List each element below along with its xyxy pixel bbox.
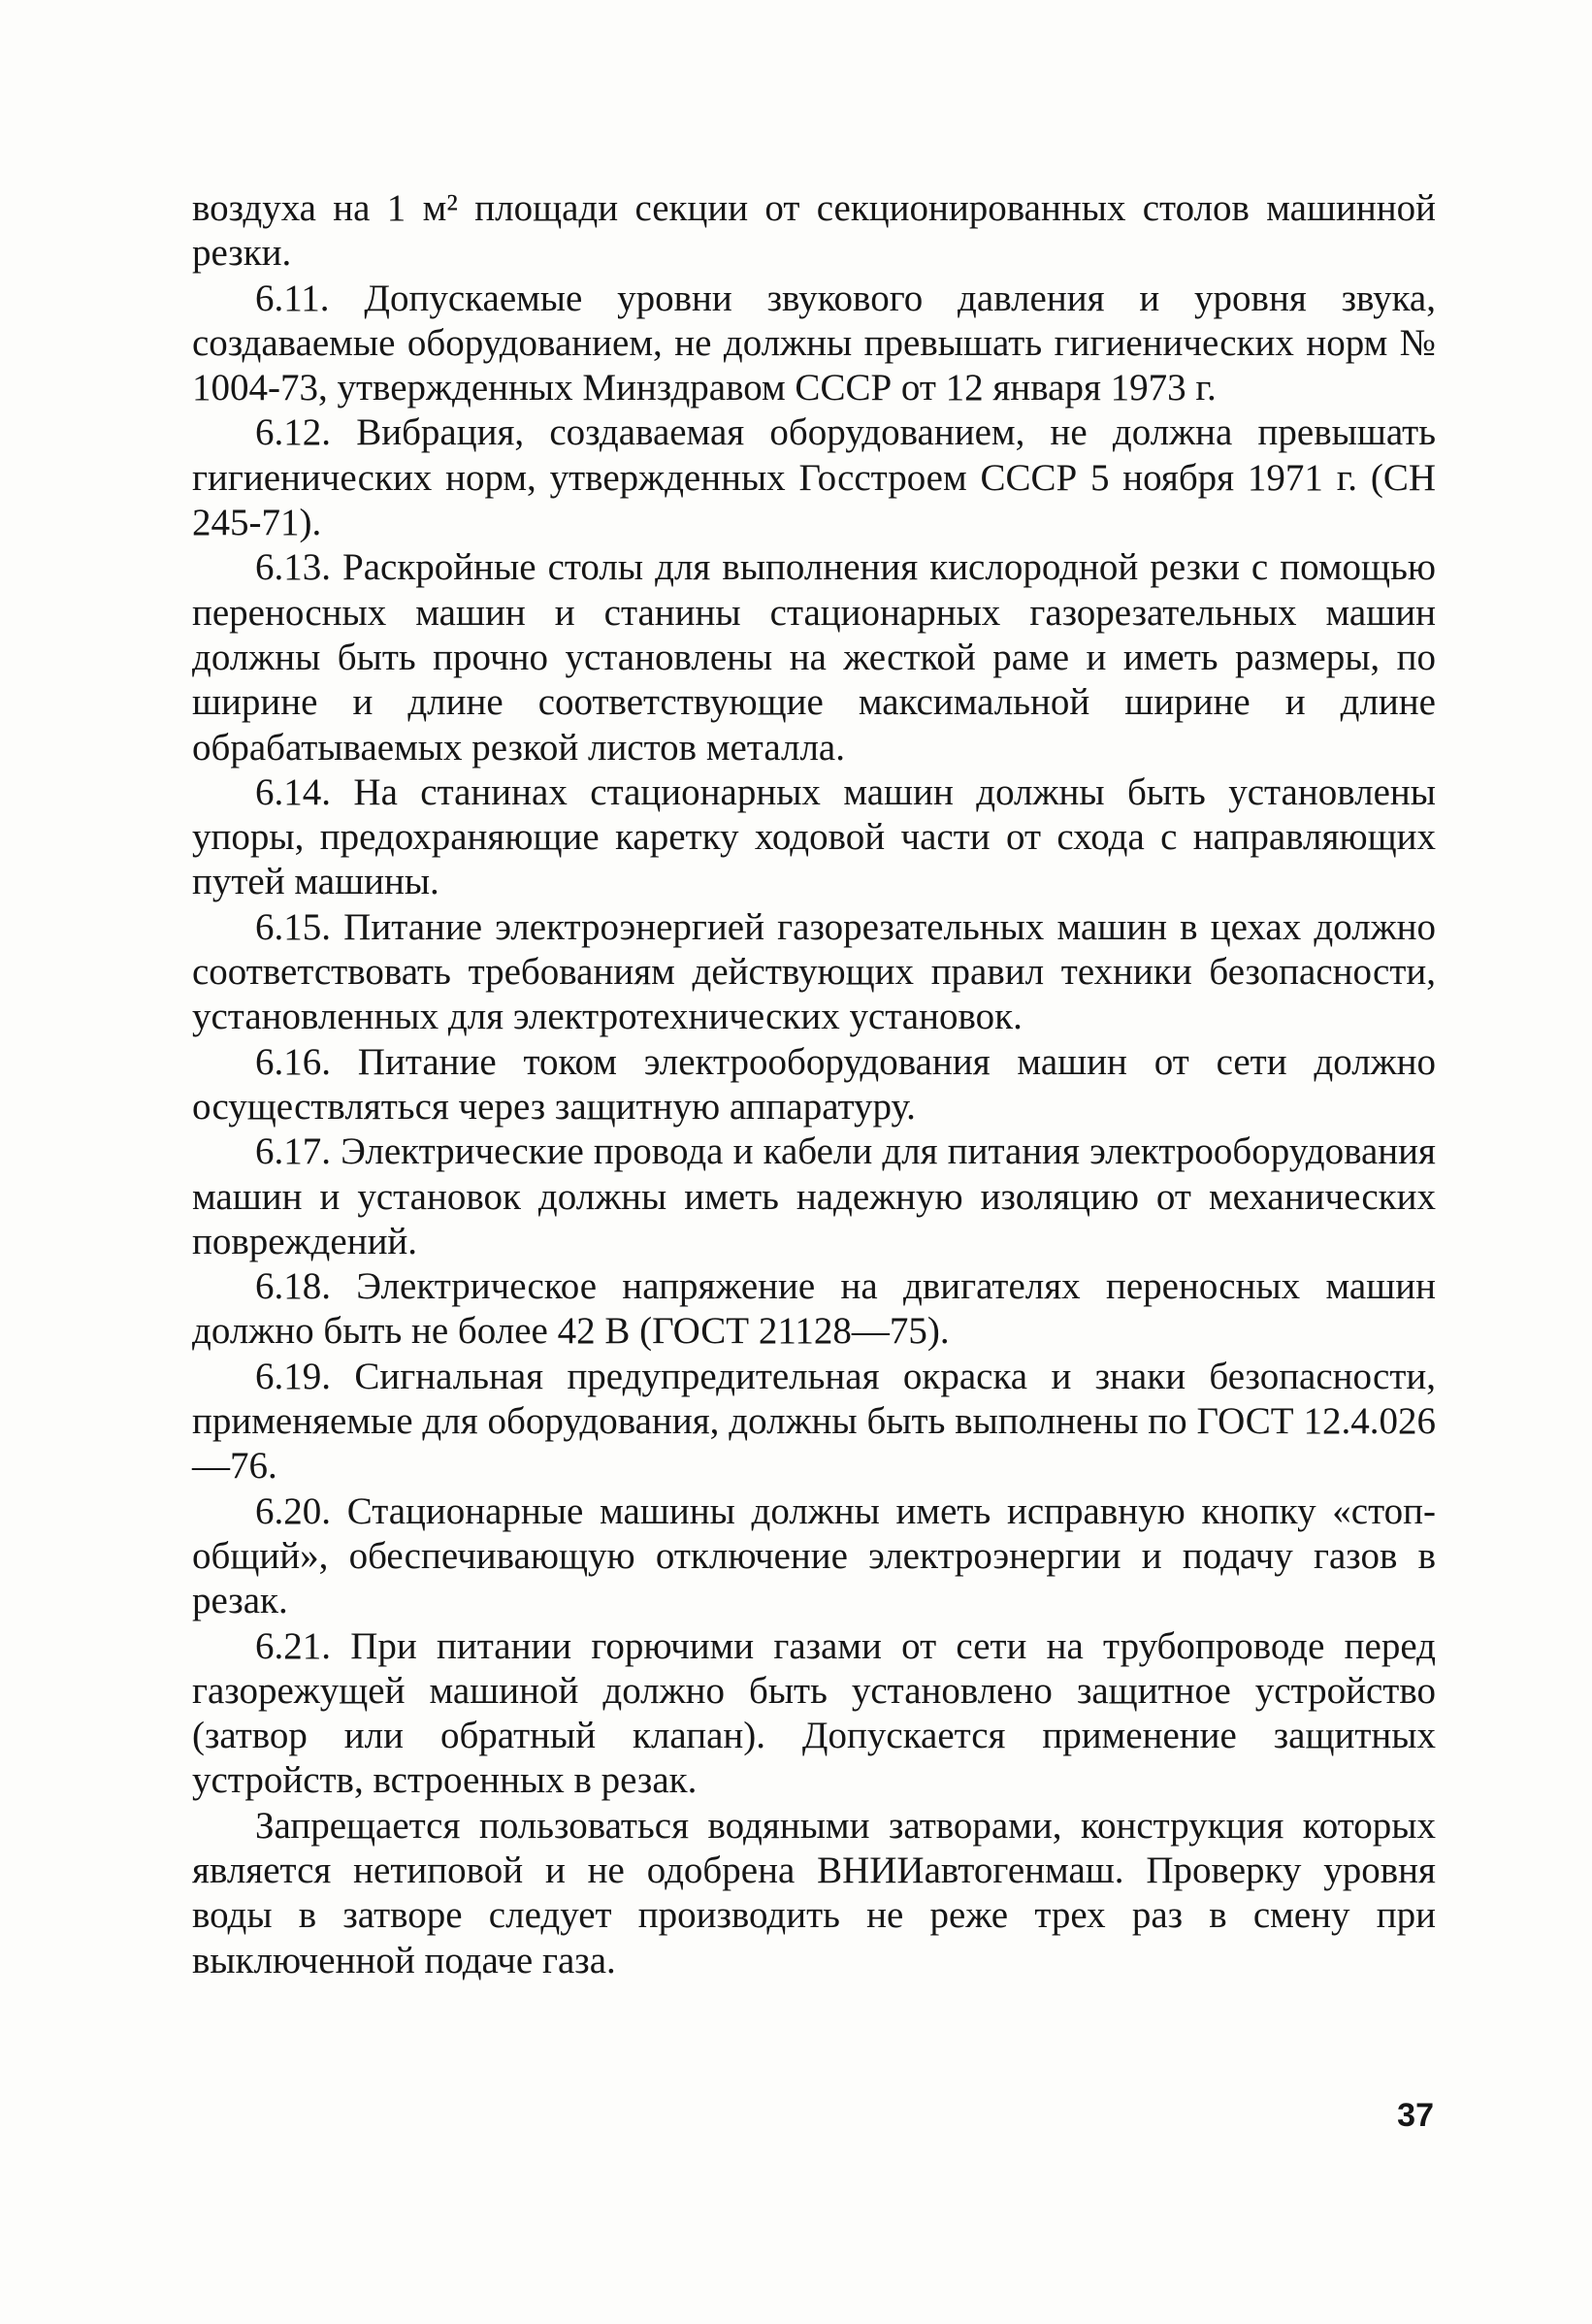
paragraph-6-11: 6.11. Допускаемые уровни звукового давления и уровня звука, создаваемые оборудованием, не должны превышать гигиенических норм № 1004-73, утвержденных Минздравом СССР от 12 января 1973 г.	[192, 277, 1436, 409]
paragraph-6-19: 6.19. Сигнальная предупредительная окраска и знаки безопасности, применяемые для оборудования, должны быть выполнены по ГОСТ 12.4.026—76.	[192, 1355, 1436, 1488]
paragraph-6-15: 6.15. Питание электроэнергией газорезательных машин в цехах должно соответствовать требованиям действующих правил техники безопасности, установленных для электротехнических установок.	[192, 905, 1436, 1038]
paragraph-6-12: 6.12. Вибрация, создаваемая оборудованием, не должна превышать гигиенических норм, утвержденных Госстроем СССР 5 ноября 1971 г. (СН 245-71).	[192, 411, 1436, 544]
paragraph-6-17: 6.17. Электрические провода и кабели для питания электрооборудования машин и установок должны иметь надежную изоляцию от механических повреждений.	[192, 1130, 1436, 1262]
paragraph-6-13: 6.13. Раскройные столы для выполнения кислородной резки с помощью переносных машин и станины стационарных газорезательных машин должны быть прочно установлены на жесткой раме и иметь размеры, по ширине и длине соответствующие максимальной ширине и длине обрабатываемых резкой листов металла.	[192, 546, 1436, 769]
paragraph-6-21: 6.21. При питании горючими газами от сети на трубопроводе перед газорежущей машиной должно быть установлено защитное устройство (затвор или обратный клапан). Допускается применение защитных устройств, встроенных в резак.	[192, 1624, 1436, 1802]
paragraph-6-20: 6.20. Стационарные машины должны иметь исправную кнопку «стоп-общий», обеспечивающую отключение электроэнергии и подачу газов в резак.	[192, 1489, 1436, 1622]
paragraph-prohibition: Запрещается пользоваться водяными затворами, конструкция которых является нетиповой и не одобрена ВНИИавтогенмаш. Проверку уровня воды в затворе следует производить не реже трех раз в смену при выключенной подаче газа.	[192, 1804, 1436, 1981]
paragraph-continuation: воздуха на 1 м² площади секции от секционированных столов машинной резки.	[192, 187, 1436, 275]
paragraph-6-16: 6.16. Питание током электрооборудования машин от сети должно осуществляться через защитную аппаратуру.	[192, 1040, 1436, 1128]
page-number: 37	[1397, 2097, 1434, 2134]
body-text	[192, 186, 1436, 1983]
paragraph-6-14: 6.14. На станинах стационарных машин должны быть установлены упоры, предохраняющие каретку ходовой части от схода с направляющих путей машины.	[192, 770, 1436, 903]
paragraph-6-18: 6.18. Электрическое напряжение на двигателях переносных машин должно быть не более 42 В (ГОСТ 21128—75).	[192, 1265, 1436, 1353]
